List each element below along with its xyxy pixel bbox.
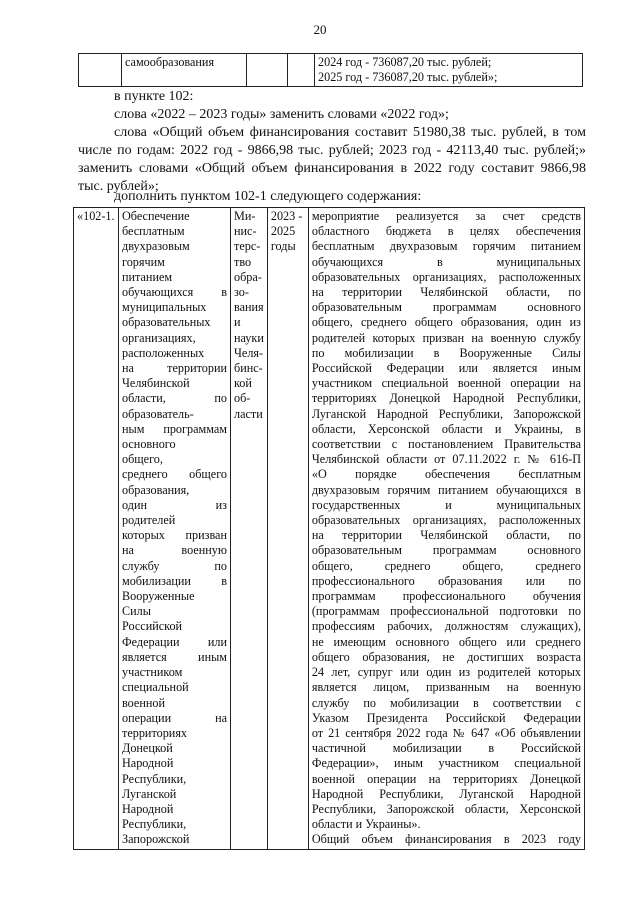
cell-line: на территории [122, 361, 227, 376]
table-cell: самообразования [122, 54, 247, 87]
cell-line: об- [234, 391, 251, 406]
cell-line: ным программам [122, 421, 227, 436]
cell-line: частичной мобилизации в Российской [311, 741, 581, 756]
cell-line: среднего общего [122, 467, 227, 482]
cell-line: образовательным программам основного [311, 300, 581, 315]
cell-line: терс- [234, 239, 261, 254]
cell-line: Федерации или [122, 634, 227, 649]
measure-table [73, 207, 585, 850]
cell-line: обучающихся в муниципальных [311, 254, 581, 269]
table-cell [288, 54, 315, 87]
cell-line: на военную [122, 543, 227, 558]
cell-line: образовательных организациях, расположенных [311, 513, 581, 528]
table-cell [315, 54, 583, 87]
cell-line: не имеющим основного общего или среднего [311, 634, 581, 649]
cell-line: территориях Донецкой Народной Республики, [311, 391, 581, 406]
table-row [79, 54, 583, 87]
cell-line: Народной Республики, Луганской Народной [311, 786, 581, 801]
cell-line: вания [234, 300, 264, 315]
cell-line: Луганской Народной Республики, Запорожской [311, 406, 581, 421]
cell-line: обучающихся в [122, 285, 227, 300]
cell-line: ласти [234, 406, 263, 421]
cell-line: от 21 сентября 2022 года № 647 «Об объявлении [311, 725, 581, 740]
cell-line: тво [234, 254, 252, 269]
cell-line: науки [234, 330, 264, 345]
cell-line: организациях, [122, 330, 196, 345]
cell-line: участником [122, 665, 183, 680]
cell-line: на территории Челябинской области, по [311, 528, 581, 543]
cell-line: кой [234, 376, 252, 391]
cell-line: 2025 год - 736087,20 тыс. рублей»; [318, 70, 498, 85]
cell-line: соответствии с постановлением Правительства [311, 437, 581, 452]
cell-line: участником специальной военной операции на [311, 376, 581, 391]
cell-line: расположенных [122, 345, 205, 360]
paragraph: слова «Общий объем финансирования составит 51980,38 тыс. рублей, в том числе по годам: 2022 год - 9866,98 тыс. рублей; 2023 год - 42113,40 тыс. рублей;» заменить словами «Общий объем финансирования в 2022 году составит 9866,98 тыс. рублей»; [78, 125, 586, 194]
cell-line: программам профессионального обучения [311, 589, 581, 604]
cell-line: горячим [122, 254, 165, 269]
cell-line: Вооруженные [122, 589, 195, 604]
cell-line: образователь- [122, 406, 194, 421]
cell-line: Российской [122, 619, 183, 634]
cell-line: Народной [122, 756, 174, 771]
cell-line: Ми- [234, 209, 256, 223]
cell-line: родителей [122, 513, 176, 528]
table-cell [79, 54, 122, 87]
cell-line: Российской Федерации или является иным [311, 361, 581, 376]
cell-line: Республики, [122, 817, 187, 832]
cell-line: специальной [122, 680, 189, 695]
cell-line: 2023 - [270, 209, 303, 223]
cell-line: является иным [122, 649, 227, 664]
period-cell [267, 208, 308, 850]
cell-line: службу по [122, 558, 227, 573]
cell-line: общего образования, не достигших возраста [311, 649, 581, 664]
cell-line: Силы [122, 604, 151, 619]
cell-line: Донецкой [122, 741, 173, 756]
cell-line: Указом Президента Российской Федерации [311, 710, 581, 725]
cell-line: Республики, [122, 771, 187, 786]
cell-line: нис- [234, 224, 257, 239]
cell-line: области, по [122, 391, 227, 406]
cell-line: Обеспечение [122, 209, 190, 223]
cell-line: образовательных организациях, расположенных [311, 269, 581, 284]
measure-name-cell [119, 208, 231, 850]
cell-line: Республики, Запорожской области, Херсонской [311, 801, 581, 816]
cell-line: Общий объем финансирования в 2023 году [311, 832, 581, 847]
cell-line: и [234, 315, 241, 330]
table-cell [247, 54, 288, 87]
cell-line: службу по мобилизации в соответствии с [311, 695, 581, 710]
cell-line: один из [122, 497, 227, 512]
cell-line: образования, [122, 482, 190, 497]
cell-line: Народной [122, 801, 174, 816]
cell-line: государственных и муниципальных [311, 497, 581, 512]
cell-line: годы [270, 239, 296, 254]
cell-line: мобилизации в [122, 573, 227, 588]
cell-line: образовательных [122, 315, 211, 330]
cell-line: муниципальных [122, 300, 207, 315]
cell-line: зо- [234, 285, 249, 300]
cell-line: является лицом, призванным на военную [311, 680, 581, 695]
cell-line: области, Херсонской области и Украины, в [311, 421, 581, 436]
cell-line: 24 лет, супруг или один из родителей которых [311, 665, 581, 680]
paragraph: слова «2022 – 2023 годы» заменить словами «2022 год»; [114, 107, 449, 122]
cell-line: Луганской [122, 786, 177, 801]
cell-line: бесплатным двухразовым горячим питанием [311, 239, 581, 254]
cell-line: образовательным программам основного [311, 543, 581, 558]
paragraph: в пункте 102: [114, 89, 194, 104]
cell-line: территориях [122, 725, 188, 740]
cell-line: областного бюджета в целях обеспечения [311, 224, 581, 239]
cell-line: Челябинской [122, 376, 190, 391]
cell-line: военной [122, 695, 165, 710]
cell-line: двухразовым [122, 239, 190, 254]
cell-line: питанием [122, 269, 173, 284]
cell-line: операции на [122, 710, 227, 725]
cell-line: Челябинской области от 07.11.2022 г. № 616-П [311, 452, 581, 467]
cell-line: основного [122, 437, 176, 452]
cell-line: профессионального образования или по [311, 573, 581, 588]
cell-line: бесплатным [122, 224, 185, 239]
responsible-cell [231, 208, 268, 850]
cell-line: которых призван [122, 528, 227, 543]
paragraph: дополнить пунктом 102-1 следующего содержания: [114, 189, 422, 204]
cell-line: общего, среднего общего, среднего [311, 558, 581, 573]
cell-line: «О порядке обеспечения бесплатным [311, 467, 581, 482]
cell-line: Федерации», иным участником специальной [311, 756, 581, 771]
cell-line: бинс- [234, 361, 263, 376]
cell-line: 2024 год - 736087,20 тыс. рублей; [318, 55, 492, 69]
cell-line: 2025 [270, 224, 296, 239]
row-number: «102-1. [74, 208, 119, 850]
cell-line: Челя- [234, 345, 264, 360]
cell-line: мероприятие реализуется за счет средств [311, 209, 581, 223]
cell-line: области и Украины». [311, 817, 421, 832]
cell-line: по мобилизации в Вооруженные Силы [311, 345, 581, 360]
cell-line: родителей которых призван на военную службу [311, 330, 581, 345]
cell-line: общего, [122, 452, 163, 467]
top-table [78, 53, 583, 87]
cell-line: двухразовым горячим питанием обучающихся в [311, 482, 581, 497]
cell-line: Запорожской [122, 832, 190, 847]
cell-line: общего, среднего общего образования, один из [311, 315, 581, 330]
cell-line: обра- [234, 269, 262, 284]
cell-line: военной операции на территориях Донецкой [311, 771, 581, 786]
cell-line: на территории Челябинской области, по [311, 285, 581, 300]
page-number: 20 [313, 22, 327, 37]
cell-line: (программам профессиональной подготовки по [311, 604, 581, 619]
description-cell [308, 208, 584, 850]
cell-line: профессиям рабочих, должностям служащих), [311, 619, 581, 634]
table-row [74, 208, 585, 850]
